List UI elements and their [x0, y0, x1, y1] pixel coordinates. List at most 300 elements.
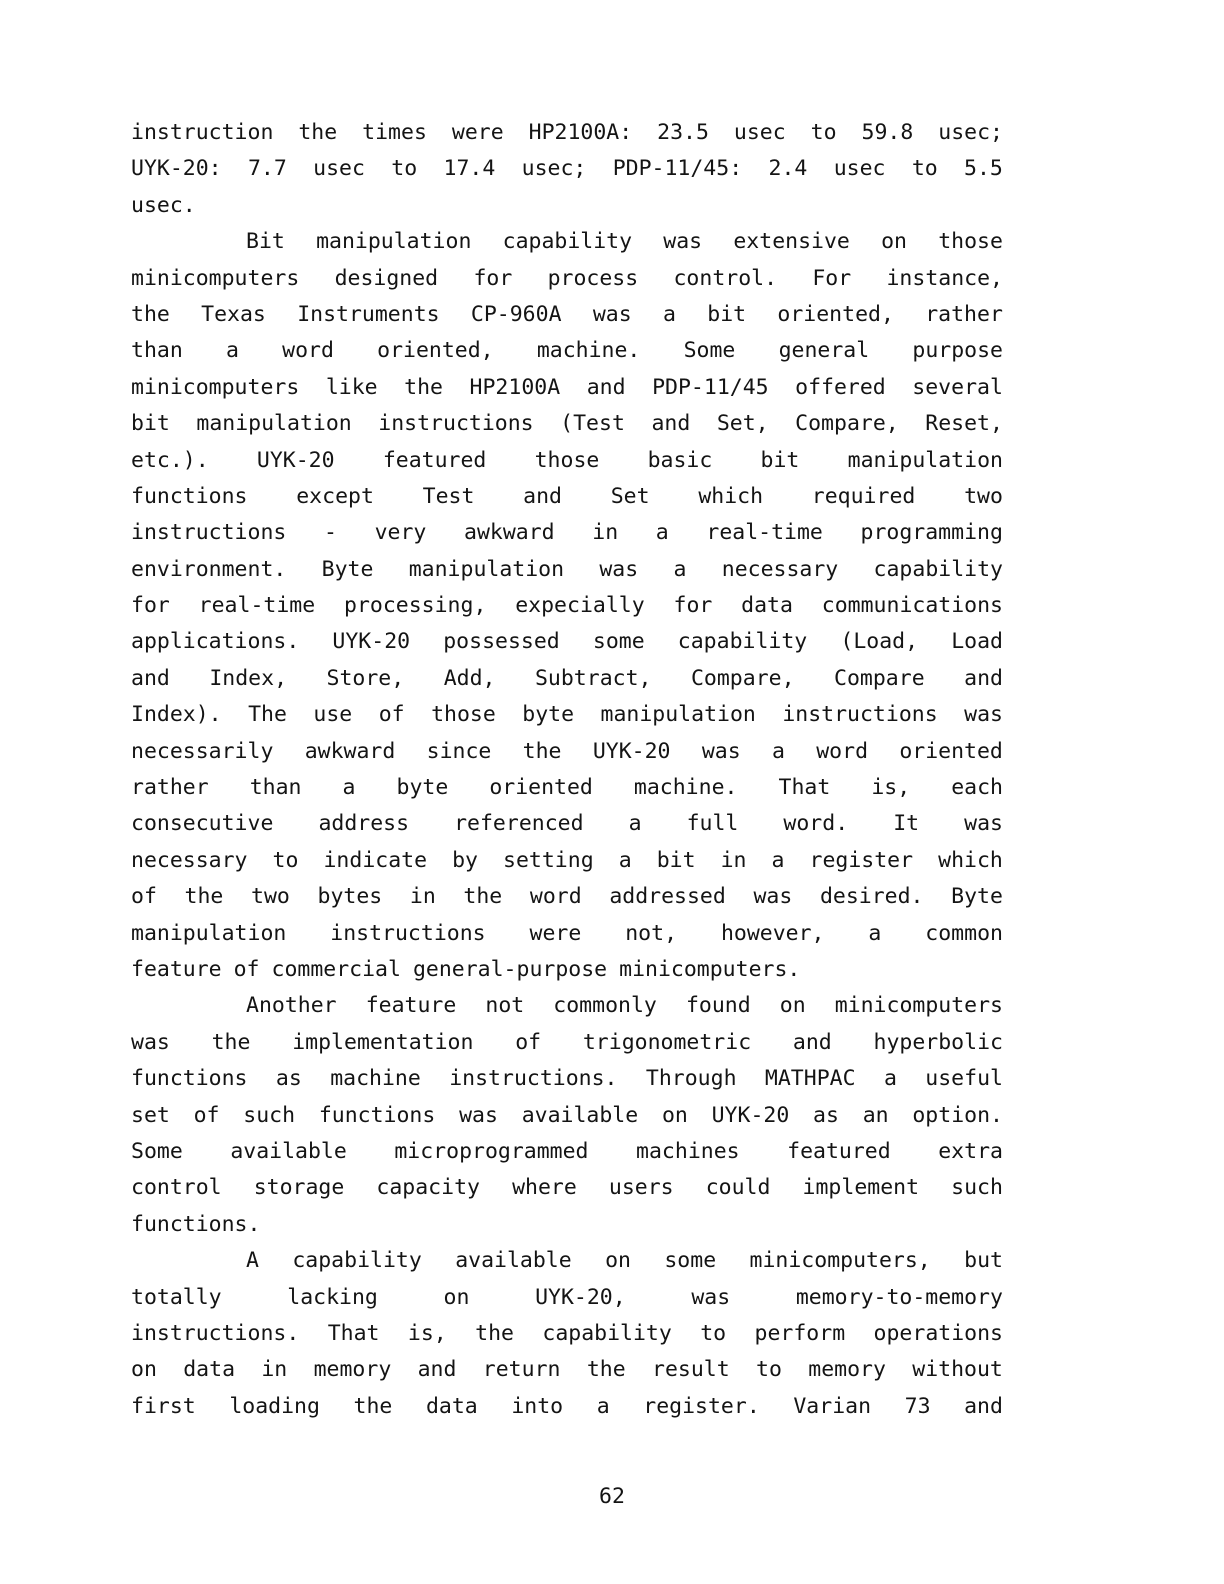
text-line	[131, 115, 1003, 151]
word: was	[663, 229, 703, 255]
word: however,	[720, 920, 825, 946]
word: and	[651, 411, 691, 437]
word: Byte	[951, 884, 1003, 910]
word: Compare,	[690, 665, 795, 691]
word: word.	[783, 811, 849, 837]
word: CP-960A	[470, 301, 562, 327]
word: oriented	[489, 775, 593, 801]
word: on	[605, 1248, 631, 1274]
word: to	[391, 156, 418, 182]
text-line	[131, 370, 1003, 406]
word: some	[664, 1248, 717, 1274]
word: processing,	[344, 593, 487, 619]
word: was	[599, 556, 639, 582]
word: bit	[760, 447, 800, 473]
word: Through	[645, 1066, 737, 1092]
word: set	[131, 1102, 170, 1128]
word: feature	[131, 956, 222, 982]
word: was	[701, 738, 741, 764]
word: of	[378, 702, 405, 728]
word: an	[862, 1102, 889, 1128]
word: those	[431, 702, 496, 728]
word: 23.5	[657, 120, 709, 145]
word: capability	[502, 229, 633, 255]
word: minicomputers	[131, 265, 300, 291]
text-line	[131, 806, 1003, 842]
word: is,	[871, 775, 911, 801]
word: Load	[951, 629, 1003, 655]
word: full	[686, 811, 739, 837]
word: featured	[787, 1138, 891, 1164]
word: usec;	[938, 120, 1003, 145]
text-line	[131, 406, 1003, 442]
word: not,	[625, 920, 678, 946]
word: were	[451, 120, 504, 145]
word: instructions	[782, 702, 938, 728]
word: except	[296, 483, 374, 509]
word: the	[404, 374, 443, 400]
word: of	[131, 884, 157, 910]
word: the	[184, 884, 224, 910]
word: in	[409, 884, 436, 910]
text-line	[131, 479, 1003, 515]
word: data	[741, 593, 793, 619]
word: real-time	[706, 520, 823, 546]
word: 5.5	[964, 156, 1003, 182]
word: real-time	[198, 593, 316, 619]
word: bytes	[317, 884, 383, 910]
word: byte	[396, 775, 449, 801]
word: UYK-20	[332, 629, 411, 655]
word: the	[463, 884, 503, 910]
word: Compare	[834, 665, 925, 691]
word: and	[417, 1357, 457, 1383]
word: necessarily	[131, 738, 274, 764]
word: manipulation	[600, 702, 756, 728]
word: without	[912, 1357, 1003, 1383]
word: very	[374, 520, 427, 546]
text-line	[131, 1316, 1003, 1352]
text-line	[131, 297, 1003, 333]
word: is,	[407, 1320, 447, 1346]
word: found	[685, 993, 751, 1019]
word: oriented,	[377, 338, 494, 364]
text-line	[131, 697, 1003, 733]
word: the	[131, 301, 170, 327]
word: available	[455, 1248, 572, 1274]
word: to	[756, 1357, 782, 1383]
word: result	[652, 1357, 730, 1383]
word: was	[964, 702, 1003, 728]
word: capacity	[376, 1175, 480, 1201]
word: purpose	[912, 338, 1003, 364]
word: programming	[860, 520, 1003, 546]
word: environment.	[131, 556, 287, 582]
word: general	[778, 338, 870, 364]
word: usec	[833, 156, 886, 182]
word: oriented	[899, 738, 1003, 764]
word: rather	[925, 301, 1003, 327]
word: Store,	[326, 665, 405, 691]
word: address	[318, 811, 410, 837]
word: data	[183, 1357, 236, 1383]
word: offered	[795, 374, 886, 400]
word: and	[586, 374, 626, 400]
word: capability	[542, 1320, 672, 1346]
word: That	[778, 775, 831, 801]
word: the	[586, 1357, 626, 1383]
word: and	[964, 665, 1003, 691]
word: capability	[677, 629, 808, 655]
word: byte	[522, 702, 575, 728]
word: (Test	[560, 411, 625, 437]
word: a	[662, 301, 676, 327]
word: instructions	[131, 520, 287, 546]
word: a	[771, 847, 785, 873]
text-line	[131, 224, 1003, 260]
word: each	[951, 775, 1003, 801]
word: a	[225, 338, 239, 364]
word: basic	[647, 447, 713, 473]
word: HP2100A	[469, 374, 561, 400]
word: consecutive	[131, 811, 274, 837]
word: minicomputers	[834, 993, 1003, 1019]
word: to	[810, 120, 837, 145]
word: the	[522, 738, 562, 764]
word: referenced	[454, 811, 584, 837]
text-line	[131, 734, 1003, 770]
word: in	[720, 847, 747, 873]
word: UYK-20,	[535, 1284, 626, 1310]
word: a	[342, 775, 356, 801]
word: applications.	[131, 629, 300, 655]
word: which	[698, 483, 764, 509]
word: manipulation	[196, 411, 352, 437]
word: a	[628, 811, 642, 837]
text-line	[131, 916, 1003, 952]
word: was	[131, 1029, 170, 1055]
word: UYK-20	[592, 738, 671, 764]
word: The	[248, 702, 287, 728]
word: was	[592, 301, 632, 327]
word: such	[951, 1175, 1003, 1201]
word: That	[327, 1320, 380, 1346]
word: expecially	[515, 593, 645, 619]
word: process	[547, 265, 639, 291]
word: 59.8	[861, 120, 914, 145]
word: of	[515, 1029, 542, 1055]
word: bit	[131, 411, 170, 437]
text-line	[131, 333, 1003, 369]
word: oriented,	[777, 301, 894, 327]
text-line	[131, 1207, 1003, 1243]
word: Compare,	[795, 411, 899, 437]
word: not	[485, 993, 525, 1019]
text-line	[131, 1025, 1003, 1061]
word: PDP-11/45:	[612, 156, 743, 182]
word: usec	[313, 156, 365, 182]
word: and	[131, 665, 170, 691]
word: capability	[292, 1248, 422, 1274]
word: HP2100A:	[528, 120, 633, 145]
word: into	[511, 1393, 564, 1419]
word: hyperbolic	[873, 1029, 1003, 1055]
word: PDP-11/45	[652, 374, 769, 400]
text-line	[131, 624, 1003, 660]
word: necessary	[131, 847, 248, 873]
word: instance,	[886, 265, 1003, 291]
word: than	[131, 338, 183, 364]
word: as	[813, 1102, 839, 1128]
word: but	[964, 1248, 1003, 1274]
word: etc.).	[131, 447, 209, 473]
text-line	[131, 843, 1003, 879]
word: and	[964, 1393, 1003, 1419]
word: register.	[643, 1393, 760, 1419]
word: addressed	[609, 884, 726, 910]
word: instructions.	[449, 1066, 618, 1092]
word: control.	[673, 265, 778, 291]
word: manipulation	[131, 920, 287, 946]
text-line	[131, 988, 1003, 1024]
word: for	[131, 593, 170, 619]
word: memory	[313, 1357, 392, 1383]
word: 2.4	[768, 156, 808, 182]
word: by	[452, 847, 478, 873]
word: several	[912, 374, 1003, 400]
word: and	[792, 1029, 832, 1055]
word: times	[362, 120, 427, 145]
word: first	[131, 1393, 196, 1419]
word: Set	[610, 483, 650, 509]
word: such	[243, 1102, 296, 1128]
text-line	[131, 1134, 1003, 1170]
word: functions	[318, 1102, 436, 1128]
word: UYK-20	[256, 447, 335, 473]
word: It	[893, 811, 920, 837]
text-line	[131, 443, 1003, 479]
word: and	[523, 483, 562, 509]
text-line	[131, 261, 1003, 297]
word: word	[282, 338, 334, 364]
text-line	[131, 588, 1003, 624]
word: storage	[253, 1175, 345, 1201]
word: Some	[131, 1138, 183, 1164]
word: option.	[912, 1102, 1003, 1128]
word: Bit	[246, 229, 285, 255]
word: on	[881, 229, 907, 255]
word: Byte	[321, 556, 374, 582]
word: commercial	[271, 956, 401, 982]
word: the	[353, 1393, 393, 1419]
word: functions	[131, 483, 248, 509]
word: a	[596, 1393, 610, 1419]
word: awkward	[464, 520, 555, 546]
word: on	[661, 1102, 688, 1128]
word: bit	[656, 847, 696, 873]
word: machines	[636, 1138, 740, 1164]
word: extra	[938, 1138, 1003, 1164]
word: instructions.	[131, 1320, 300, 1346]
word: required	[811, 483, 916, 509]
word: functions	[131, 1066, 248, 1092]
word: use	[313, 702, 353, 728]
word: usec;	[521, 156, 587, 182]
word: designed	[334, 265, 439, 291]
word: register	[809, 847, 914, 873]
text-line	[131, 770, 1003, 806]
word: word	[529, 884, 582, 910]
word: for	[473, 265, 513, 291]
word: since	[426, 738, 492, 764]
word: in	[261, 1357, 288, 1383]
word: those	[534, 447, 600, 473]
word: two	[964, 483, 1003, 509]
word: manipulation	[408, 556, 565, 582]
word: data	[425, 1393, 478, 1419]
word: on	[443, 1284, 470, 1310]
word: which	[938, 847, 1003, 873]
word: of	[193, 1102, 220, 1128]
page-number: 62	[599, 1484, 625, 1509]
word: necessary	[721, 556, 839, 582]
word: Instruments	[297, 301, 440, 327]
word: UYK-20	[711, 1102, 790, 1128]
word: was	[691, 1284, 731, 1310]
word: users	[608, 1175, 674, 1201]
word: a	[673, 556, 687, 582]
word: minicomputers,	[749, 1248, 931, 1274]
word: was	[964, 811, 1003, 837]
text-line	[131, 151, 1003, 187]
word: possessed	[443, 629, 560, 655]
word: For	[812, 265, 852, 291]
word: machine	[330, 1066, 421, 1092]
word: implement	[802, 1175, 920, 1201]
word: the	[298, 120, 338, 145]
word: totally	[131, 1284, 222, 1310]
word: Texas	[201, 301, 266, 327]
word: microprogrammed	[394, 1138, 589, 1164]
word: like	[325, 374, 378, 400]
word: machine.	[633, 775, 738, 801]
word: 7.7	[247, 156, 287, 182]
word: was	[459, 1102, 498, 1128]
word: Set,	[716, 411, 769, 437]
word: operations	[873, 1320, 1003, 1346]
word: on	[779, 993, 806, 1019]
word: awkward	[304, 738, 396, 764]
word: commonly	[553, 993, 657, 1019]
word: -	[323, 520, 337, 546]
word: were	[529, 920, 582, 946]
word: featured	[382, 447, 487, 473]
word: Test	[422, 483, 475, 509]
word: control	[131, 1175, 222, 1201]
word: than	[249, 775, 302, 801]
text-line	[131, 188, 1003, 224]
word: lacking	[287, 1284, 378, 1310]
text-line	[131, 1098, 1003, 1134]
word: Some	[683, 338, 736, 364]
word: for	[673, 593, 713, 619]
word: a	[883, 1066, 897, 1092]
word: was	[753, 884, 793, 910]
word: trigonometric	[582, 1029, 752, 1055]
word: some	[592, 629, 645, 655]
word: where	[512, 1175, 577, 1201]
text-line	[131, 879, 1003, 915]
word: (Load,	[840, 629, 919, 655]
text-line	[131, 1243, 1003, 1279]
word: functions.	[131, 1211, 261, 1237]
word: Index,	[209, 665, 288, 691]
word: MATHPAC	[764, 1066, 856, 1092]
word: capability	[873, 556, 1003, 582]
word: in	[592, 520, 619, 546]
word: on	[131, 1357, 157, 1383]
text-line	[131, 661, 1003, 697]
word: the	[475, 1320, 514, 1346]
word: setting	[503, 847, 594, 873]
word: perform	[754, 1320, 846, 1346]
word: to	[272, 847, 299, 873]
word: implementation	[292, 1029, 474, 1055]
word: Add,	[443, 665, 496, 691]
word: minicomputers.	[619, 956, 801, 982]
word: of	[233, 956, 260, 982]
word: UYK-20:	[131, 156, 222, 182]
word: indicate	[323, 847, 428, 873]
word: word	[816, 738, 869, 764]
word: a	[618, 847, 632, 873]
word: memory-to-memory	[795, 1284, 1003, 1310]
text-line	[131, 1170, 1003, 1206]
text-line	[131, 952, 1003, 988]
word: minicomputers	[131, 374, 300, 400]
text-line	[131, 1352, 1003, 1388]
word: A	[246, 1248, 259, 1274]
word: useful	[925, 1066, 1003, 1092]
word: usec.	[131, 192, 196, 218]
word: general-purpose	[412, 956, 608, 982]
word: 73	[904, 1393, 931, 1419]
word: Another	[246, 993, 337, 1019]
word: return	[482, 1357, 561, 1383]
text-line	[131, 515, 1003, 551]
word: manipulation	[847, 447, 1003, 473]
word: extensive	[733, 229, 850, 255]
word: the	[211, 1029, 251, 1055]
word: loading	[229, 1393, 320, 1419]
word: instructions	[378, 411, 534, 437]
text-line	[131, 1389, 1003, 1425]
word: communications	[821, 593, 1003, 619]
word: desired.	[819, 884, 924, 910]
word: a	[655, 520, 669, 546]
word: available	[521, 1102, 639, 1128]
word: rather	[131, 775, 209, 801]
word: machine.	[536, 338, 641, 364]
text-line	[131, 1280, 1003, 1316]
word: could	[705, 1175, 771, 1201]
text-line	[131, 1061, 1003, 1097]
word: Index).	[131, 702, 222, 728]
word: memory	[808, 1357, 886, 1383]
word: manipulation	[316, 229, 472, 255]
word: common	[925, 920, 1003, 946]
word: a	[771, 738, 785, 764]
